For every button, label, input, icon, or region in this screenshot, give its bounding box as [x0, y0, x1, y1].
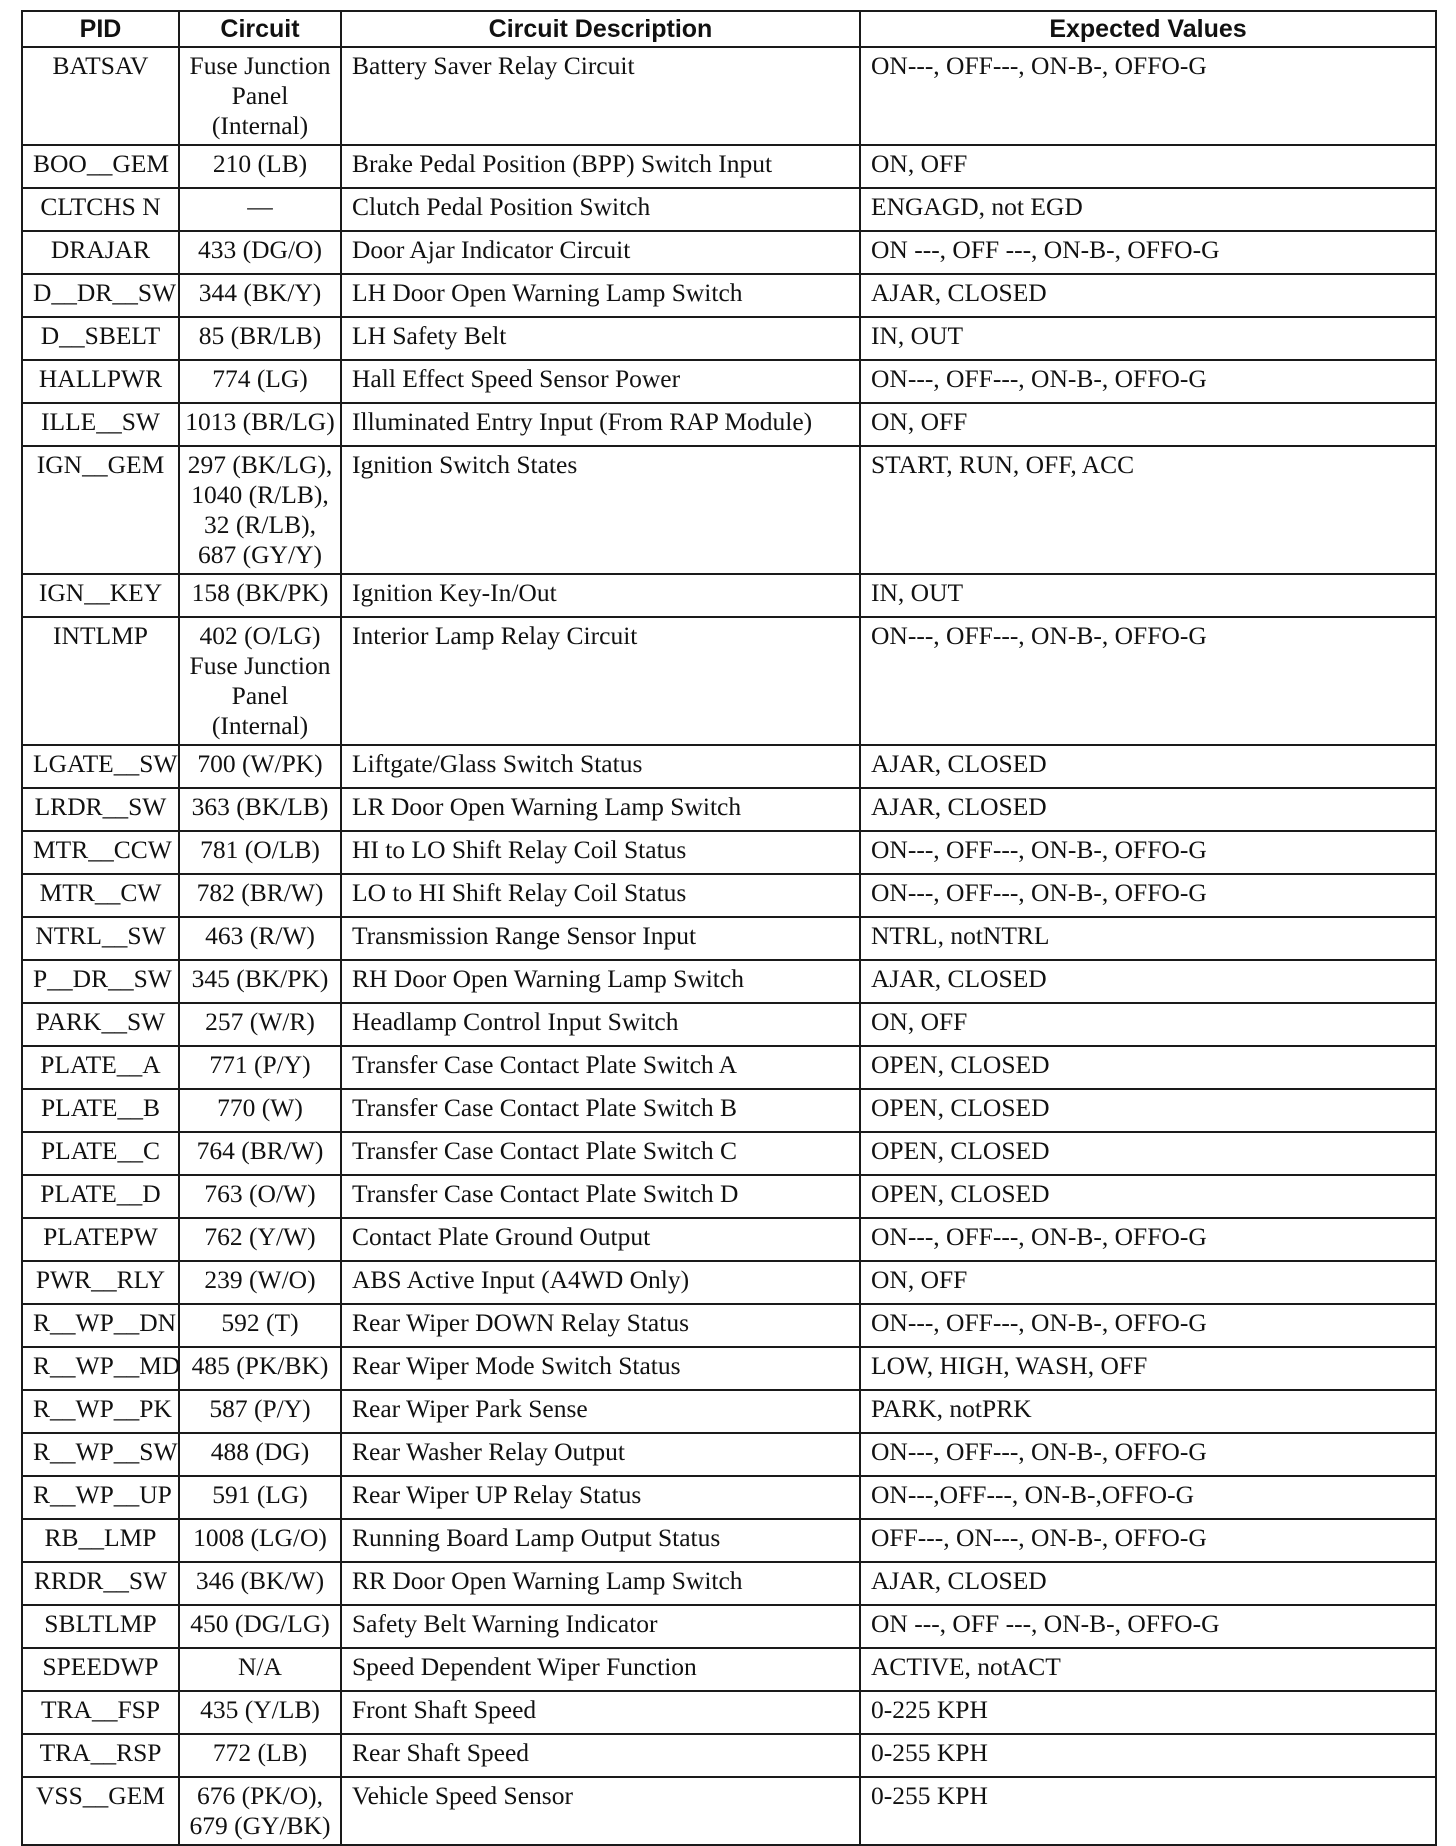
expected-values-cell: ON---, OFF---, ON-B-, OFFO-G [860, 47, 1436, 145]
circuit-cell: 346 (BK/W) [179, 1562, 341, 1605]
description-cell: Transfer Case Contact Plate Switch A [341, 1046, 860, 1089]
circuit-cell: 239 (W/O) [179, 1261, 341, 1304]
header-circuit: Circuit [179, 11, 341, 47]
circuit-cell: 435 (Y/LB) [179, 1691, 341, 1734]
table-body [22, 47, 1436, 1845]
pid-cell: SBLTLMP [22, 1605, 179, 1648]
expected-values-cell: AJAR, CLOSED [860, 274, 1436, 317]
pid-cell: PARK__SW [22, 1003, 179, 1046]
circuit-cell: 1013 (BR/LG) [179, 403, 341, 446]
expected-values-cell: ON---, OFF---, ON-B-, OFFO-G [860, 360, 1436, 403]
table-row [22, 574, 1436, 617]
description-cell: Speed Dependent Wiper Function [341, 1648, 860, 1691]
expected-values-cell: AJAR, CLOSED [860, 960, 1436, 1003]
pid-cell: D__DR__SW [22, 274, 179, 317]
pid-cell: PLATEPW [22, 1218, 179, 1261]
expected-values-cell: NTRL, notNTRL [860, 917, 1436, 960]
circuit-cell: 257 (W/R) [179, 1003, 341, 1046]
expected-values-cell: IN, OUT [860, 574, 1436, 617]
table-row [22, 1390, 1436, 1433]
circuit-cell: Fuse Junction Panel (Internal) [179, 47, 341, 145]
table-row [22, 1175, 1436, 1218]
circuit-cell: 782 (BR/W) [179, 874, 341, 917]
pid-cell: INTLMP [22, 617, 179, 745]
pid-cell: HALLPWR [22, 360, 179, 403]
circuit-cell: 363 (BK/LB) [179, 788, 341, 831]
description-cell: Interior Lamp Relay Circuit [341, 617, 860, 745]
circuit-cell: 488 (DG) [179, 1433, 341, 1476]
description-cell: HI to LO Shift Relay Coil Status [341, 831, 860, 874]
expected-values-cell: ON---, OFF---, ON-B-, OFFO-G [860, 1218, 1436, 1261]
expected-values-cell: LOW, HIGH, WASH, OFF [860, 1347, 1436, 1390]
circuit-cell: 591 (LG) [179, 1476, 341, 1519]
table-row [22, 1691, 1436, 1734]
circuit-cell: N/A [179, 1648, 341, 1691]
circuit-cell: 770 (W) [179, 1089, 341, 1132]
expected-values-cell: ACTIVE, notACT [860, 1648, 1436, 1691]
table-row [22, 1519, 1436, 1562]
pid-cell: TRA__FSP [22, 1691, 179, 1734]
pid-cell: SPEEDWP [22, 1648, 179, 1691]
description-cell: Rear Washer Relay Output [341, 1433, 860, 1476]
table-header [22, 11, 1436, 47]
expected-values-cell: ON---, OFF---, ON-B-, OFFO-G [860, 617, 1436, 745]
circuit-cell: 450 (DG/LG) [179, 1605, 341, 1648]
table-row [22, 960, 1436, 1003]
expected-values-cell: OPEN, CLOSED [860, 1175, 1436, 1218]
description-cell: Transfer Case Contact Plate Switch C [341, 1132, 860, 1175]
table-row [22, 1777, 1436, 1845]
circuit-cell: 210 (LB) [179, 145, 341, 188]
circuit-cell: 344 (BK/Y) [179, 274, 341, 317]
description-cell: Contact Plate Ground Output [341, 1218, 860, 1261]
table-row [22, 874, 1436, 917]
table-row [22, 1347, 1436, 1390]
circuit-cell: 463 (R/W) [179, 917, 341, 960]
expected-values-cell: ENGAGD, not EGD [860, 188, 1436, 231]
header-pid: PID [22, 11, 179, 47]
description-cell: Hall Effect Speed Sensor Power [341, 360, 860, 403]
description-cell: Vehicle Speed Sensor [341, 1777, 860, 1845]
circuit-cell: 297 (BK/LG), 1040 (R/LB), 32 (R/LB), 687 (GY/Y) [179, 446, 341, 574]
description-cell: Front Shaft Speed [341, 1691, 860, 1734]
circuit-cell: 1008 (LG/O) [179, 1519, 341, 1562]
expected-values-cell: ON---, OFF---, ON-B-, OFFO-G [860, 874, 1436, 917]
expected-values-cell: ON, OFF [860, 1003, 1436, 1046]
description-cell: LR Door Open Warning Lamp Switch [341, 788, 860, 831]
expected-values-cell: OPEN, CLOSED [860, 1046, 1436, 1089]
table-row [22, 745, 1436, 788]
expected-values-cell: ON, OFF [860, 145, 1436, 188]
table-row [22, 145, 1436, 188]
expected-values-cell: ON---, OFF---, ON-B-, OFFO-G [860, 831, 1436, 874]
pid-cell: BATSAV [22, 47, 179, 145]
description-cell: Running Board Lamp Output Status [341, 1519, 860, 1562]
description-cell: Rear Shaft Speed [341, 1734, 860, 1777]
pid-cell: PLATE__B [22, 1089, 179, 1132]
table-row [22, 188, 1436, 231]
expected-values-cell: START, RUN, OFF, ACC [860, 446, 1436, 574]
table-row [22, 360, 1436, 403]
pid-cell: R__WP__UP [22, 1476, 179, 1519]
expected-values-cell: ON---, OFF---, ON-B-, OFFO-G [860, 1433, 1436, 1476]
circuit-cell: 158 (BK/PK) [179, 574, 341, 617]
pid-cell: BOO__GEM [22, 145, 179, 188]
circuit-cell: 764 (BR/W) [179, 1132, 341, 1175]
description-cell: RH Door Open Warning Lamp Switch [341, 960, 860, 1003]
description-cell: Rear Wiper UP Relay Status [341, 1476, 860, 1519]
table-row [22, 1132, 1436, 1175]
description-cell: Safety Belt Warning Indicator [341, 1605, 860, 1648]
circuit-cell: 433 (DG/O) [179, 231, 341, 274]
table-row [22, 317, 1436, 360]
expected-values-cell: ON---,OFF---, ON-B-,OFFO-G [860, 1476, 1436, 1519]
table-row [22, 1433, 1436, 1476]
table-row [22, 617, 1436, 745]
circuit-cell: 774 (LG) [179, 360, 341, 403]
expected-values-cell: ON ---, OFF ---, ON-B-, OFFO-G [860, 231, 1436, 274]
circuit-cell: — [179, 188, 341, 231]
description-cell: Brake Pedal Position (BPP) Switch Input [341, 145, 860, 188]
pid-cell: R__WP__SW [22, 1433, 179, 1476]
pid-cell: R__WP__PK [22, 1390, 179, 1433]
description-cell: Door Ajar Indicator Circuit [341, 231, 860, 274]
description-cell: Rear Wiper Mode Switch Status [341, 1347, 860, 1390]
description-cell: Liftgate/Glass Switch Status [341, 745, 860, 788]
table-row [22, 1046, 1436, 1089]
pid-cell: IGN__GEM [22, 446, 179, 574]
expected-values-cell: ON, OFF [860, 403, 1436, 446]
expected-values-cell: OFF---, ON---, ON-B-, OFFO-G [860, 1519, 1436, 1562]
table-row [22, 788, 1436, 831]
table-row [22, 47, 1436, 145]
pid-cell: MTR__CW [22, 874, 179, 917]
pid-cell: DRAJAR [22, 231, 179, 274]
description-cell: Rear Wiper DOWN Relay Status [341, 1304, 860, 1347]
pid-cell: R__WP__DN [22, 1304, 179, 1347]
circuit-cell: 700 (W/PK) [179, 745, 341, 788]
pid-cell: ILLE__SW [22, 403, 179, 446]
table-row [22, 1218, 1436, 1261]
table-row [22, 1304, 1436, 1347]
table-row [22, 1261, 1436, 1304]
circuit-cell: 587 (P/Y) [179, 1390, 341, 1433]
table-row [22, 1734, 1436, 1777]
description-cell: LH Door Open Warning Lamp Switch [341, 274, 860, 317]
pid-cell: PLATE__D [22, 1175, 179, 1218]
expected-values-cell: OPEN, CLOSED [860, 1132, 1436, 1175]
expected-values-cell: OPEN, CLOSED [860, 1089, 1436, 1132]
circuit-cell: 771 (P/Y) [179, 1046, 341, 1089]
table-row [22, 1605, 1436, 1648]
expected-values-cell: ON, OFF [860, 1261, 1436, 1304]
expected-values-cell: 0-255 KPH [860, 1734, 1436, 1777]
pid-cell: PLATE__C [22, 1132, 179, 1175]
circuit-cell: 485 (PK/BK) [179, 1347, 341, 1390]
header-expected-values: Expected Values [860, 11, 1436, 47]
circuit-cell: 402 (O/LG) Fuse Junction Panel (Internal) [179, 617, 341, 745]
pid-table [21, 10, 1437, 1846]
pid-cell: PLATE__A [22, 1046, 179, 1089]
table-row [22, 274, 1436, 317]
expected-values-cell: 0-225 KPH [860, 1691, 1436, 1734]
table-row [22, 1648, 1436, 1691]
circuit-cell: 762 (Y/W) [179, 1218, 341, 1261]
table-row [22, 1003, 1436, 1046]
circuit-cell: 592 (T) [179, 1304, 341, 1347]
description-cell: RR Door Open Warning Lamp Switch [341, 1562, 860, 1605]
table-row [22, 1562, 1436, 1605]
pid-cell: IGN__KEY [22, 574, 179, 617]
description-cell: Headlamp Control Input Switch [341, 1003, 860, 1046]
expected-values-cell: AJAR, CLOSED [860, 788, 1436, 831]
circuit-cell: 772 (LB) [179, 1734, 341, 1777]
circuit-cell: 85 (BR/LB) [179, 317, 341, 360]
description-cell: Illuminated Entry Input (From RAP Module) [341, 403, 860, 446]
pid-cell: TRA__RSP [22, 1734, 179, 1777]
pid-cell: PWR__RLY [22, 1261, 179, 1304]
expected-values-cell: 0-255 KPH [860, 1777, 1436, 1845]
pid-cell: LRDR__SW [22, 788, 179, 831]
pid-cell: RRDR__SW [22, 1562, 179, 1605]
description-cell: Transfer Case Contact Plate Switch B [341, 1089, 860, 1132]
description-cell: Ignition Key-In/Out [341, 574, 860, 617]
circuit-cell: 345 (BK/PK) [179, 960, 341, 1003]
pid-cell: R__WP__MD [22, 1347, 179, 1390]
table-row [22, 831, 1436, 874]
description-cell: Clutch Pedal Position Switch [341, 188, 860, 231]
description-cell: Battery Saver Relay Circuit [341, 47, 860, 145]
table-row [22, 446, 1436, 574]
circuit-cell: 781 (O/LB) [179, 831, 341, 874]
expected-values-cell: AJAR, CLOSED [860, 745, 1436, 788]
expected-values-cell: ON---, OFF---, ON-B-, OFFO-G [860, 1304, 1436, 1347]
header-description: Circuit Description [341, 11, 860, 47]
description-cell: Transmission Range Sensor Input [341, 917, 860, 960]
pid-cell: NTRL__SW [22, 917, 179, 960]
header-row [22, 11, 1436, 47]
pid-cell: MTR__CCW [22, 831, 179, 874]
circuit-cell: 676 (PK/O), 679 (GY/BK) [179, 1777, 341, 1845]
pid-cell: RB__LMP [22, 1519, 179, 1562]
table-row [22, 403, 1436, 446]
table-row [22, 917, 1436, 960]
expected-values-cell: ON ---, OFF ---, ON-B-, OFFO-G [860, 1605, 1436, 1648]
expected-values-cell: IN, OUT [860, 317, 1436, 360]
pid-cell: LGATE__SW [22, 745, 179, 788]
table-row [22, 1089, 1436, 1132]
pid-cell: CLTCHS N [22, 188, 179, 231]
description-cell: LO to HI Shift Relay Coil Status [341, 874, 860, 917]
description-cell: LH Safety Belt [341, 317, 860, 360]
expected-values-cell: AJAR, CLOSED [860, 1562, 1436, 1605]
table-row [22, 231, 1436, 274]
circuit-cell: 763 (O/W) [179, 1175, 341, 1218]
description-cell: Rear Wiper Park Sense [341, 1390, 860, 1433]
description-cell: ABS Active Input (A4WD Only) [341, 1261, 860, 1304]
expected-values-cell: PARK, notPRK [860, 1390, 1436, 1433]
description-cell: Transfer Case Contact Plate Switch D [341, 1175, 860, 1218]
pid-cell: D__SBELT [22, 317, 179, 360]
description-cell: Ignition Switch States [341, 446, 860, 574]
table-row [22, 1476, 1436, 1519]
pid-cell: P__DR__SW [22, 960, 179, 1003]
pid-cell: VSS__GEM [22, 1777, 179, 1845]
